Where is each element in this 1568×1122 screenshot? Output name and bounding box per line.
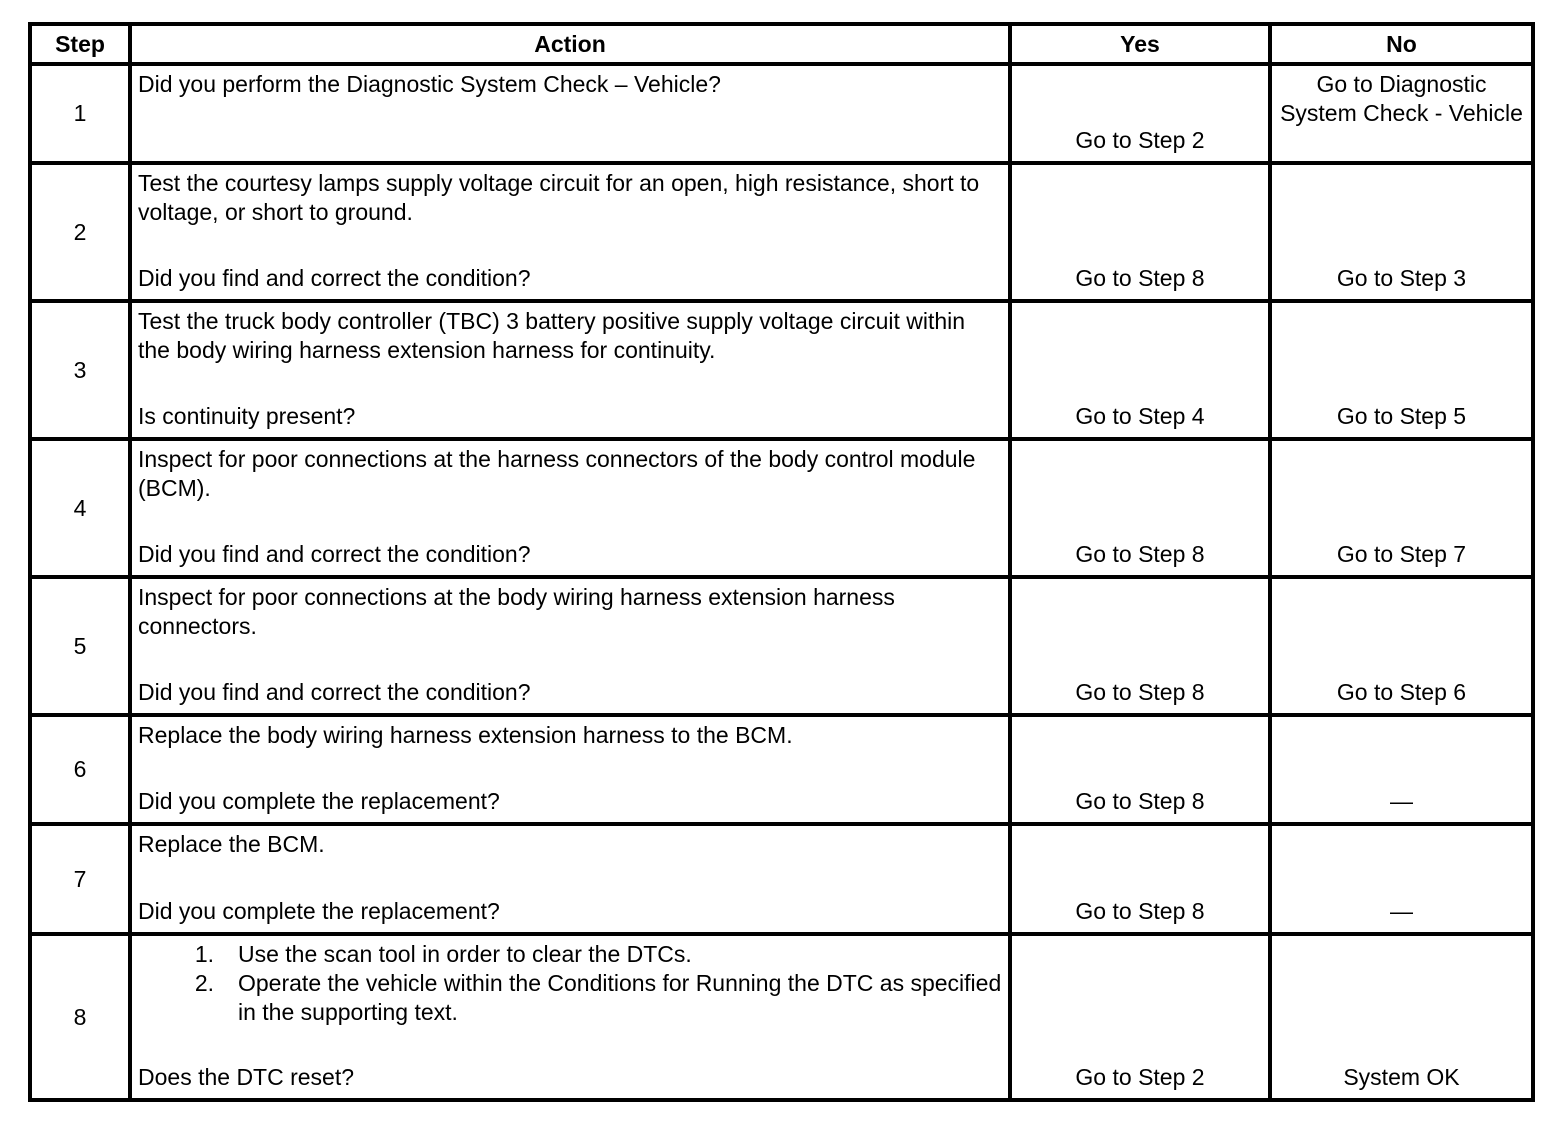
- step-header: Step: [30, 24, 130, 64]
- yes-cell: Go to Step 8: [1010, 577, 1270, 715]
- action-header: Action: [130, 24, 1010, 64]
- yes-cell: Go to Step 2: [1010, 934, 1270, 1100]
- table-row: [30, 163, 1533, 301]
- action-question: Did you find and correct the condition?: [138, 679, 531, 705]
- table-row: [30, 715, 1533, 824]
- table-row: [30, 439, 1533, 577]
- action-question: Did you find and correct the condition?: [138, 541, 531, 567]
- list-item: [138, 969, 1002, 1027]
- table-row: [30, 577, 1533, 715]
- action-question: Is continuity present?: [138, 403, 356, 429]
- no-cell: Go to Step 5: [1270, 301, 1533, 439]
- list-text: Operate the vehicle within the Conditions for Running the DTC as specified in the supporting text.: [238, 970, 1002, 1025]
- list-text: Use the scan tool in order to clear the DTCs.: [238, 941, 692, 967]
- step-number: 8: [30, 934, 130, 1100]
- table-row: [30, 301, 1533, 439]
- action-text: Did you perform the Diagnostic System Check – Vehicle?: [138, 71, 721, 97]
- yes-cell: Go to Step 8: [1010, 824, 1270, 934]
- action-question: Does the DTC reset?: [138, 1064, 355, 1090]
- yes-cell: Go to Step 8: [1010, 163, 1270, 301]
- step-number: 5: [30, 577, 130, 715]
- table-row: [30, 824, 1533, 934]
- action-text: Inspect for poor connections at the harness connectors of the body control module (BCM).: [138, 446, 976, 501]
- no-cell: Go to Step 7: [1270, 439, 1533, 577]
- step-number: 3: [30, 301, 130, 439]
- action-text: Test the courtesy lamps supply voltage circuit for an open, high resistance, short to voltage, or short to ground.: [138, 170, 980, 225]
- no-cell: Go to Diagnostic System Check - Vehicle: [1270, 64, 1533, 163]
- step-number: 4: [30, 439, 130, 577]
- action-cell: [130, 439, 1010, 577]
- action-cell: [130, 715, 1010, 824]
- yes-cell: Go to Step 8: [1010, 715, 1270, 824]
- yes-header: Yes: [1010, 24, 1270, 64]
- no-cell: Go to Step 6: [1270, 577, 1533, 715]
- action-text: Test the truck body controller (TBC) 3 battery positive supply voltage circuit within the body wiring harness extension harness for continuity.: [138, 308, 966, 363]
- no-cell: System OK: [1270, 934, 1533, 1100]
- diagnostic-table: [28, 22, 1535, 1102]
- action-question: Did you find and correct the condition?: [138, 265, 531, 291]
- list-number: 1.: [194, 941, 214, 967]
- no-cell: Go to Step 3: [1270, 163, 1533, 301]
- yes-cell: Go to Step 4: [1010, 301, 1270, 439]
- step-number: 1: [30, 64, 130, 163]
- action-question: Did you complete the replacement?: [138, 898, 500, 924]
- no-cell: —: [1270, 715, 1533, 824]
- action-text: Replace the BCM.: [138, 831, 325, 857]
- table-row: [30, 934, 1533, 1100]
- yes-cell: Go to Step 8: [1010, 439, 1270, 577]
- list-item: [138, 940, 1002, 969]
- action-cell: [130, 64, 1010, 163]
- step-number: 7: [30, 824, 130, 934]
- action-cell: [130, 577, 1010, 715]
- action-cell: [130, 824, 1010, 934]
- action-cell: [130, 301, 1010, 439]
- action-text: Replace the body wiring harness extension harness to the BCM.: [138, 722, 793, 748]
- action-text: Inspect for poor connections at the body wiring harness extension harness connectors.: [138, 584, 895, 639]
- action-cell: [130, 163, 1010, 301]
- list-number: 2.: [194, 970, 214, 996]
- yes-cell: Go to Step 2: [1010, 64, 1270, 163]
- table-row: [30, 64, 1533, 163]
- step-number: 2: [30, 163, 130, 301]
- action-cell: [130, 934, 1010, 1100]
- action-question: Did you complete the replacement?: [138, 788, 500, 814]
- header-row: [30, 24, 1533, 64]
- no-header: No: [1270, 24, 1533, 64]
- step-number: 6: [30, 715, 130, 824]
- action-steps-list: [138, 940, 1002, 1027]
- no-cell: —: [1270, 824, 1533, 934]
